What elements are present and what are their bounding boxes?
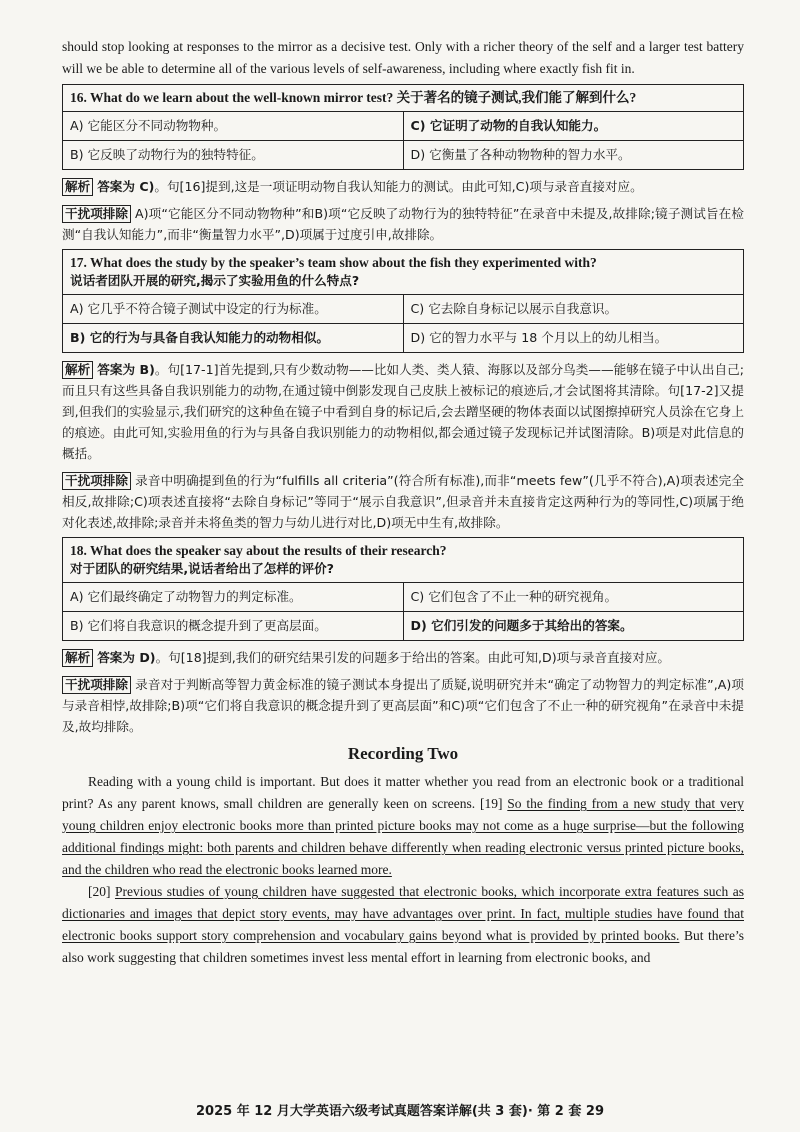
question-18-en: 18. What does the speaker say about the results of their research? (70, 543, 447, 558)
distractor-tag: 干扰项排除 (62, 205, 131, 223)
recording-two-paragraph-1 (62, 771, 744, 881)
question-17-en: 17. What does the study by the speaker’s team show about the fish they experimented with? (70, 255, 597, 270)
q16-option-d: D) 它衡量了各种动物物种的智力水平。 (403, 141, 744, 170)
question-18-zh: 对于团队的研究结果,说话者给出了怎样的评价? (70, 561, 334, 576)
question-17-zh: 说话者团队开展的研究,揭示了实验用鱼的什么特点? (70, 273, 360, 288)
q16-distractor (62, 203, 744, 245)
question-17-stem (63, 250, 744, 295)
distractor-tag: 干扰项排除 (62, 676, 131, 694)
question-18-table (62, 537, 744, 641)
q17-option-a: A) 它几乎不符合镜子测试中设定的行为标准。 (63, 295, 404, 324)
q16-option-a: A) 它能区分不同动物物种。 (63, 112, 404, 141)
question-16-stem: 16. What do we learn about the well-known mirror test? 关于著名的镜子测试,我们能了解到什么? (63, 85, 744, 112)
p1-underlined-text: So the finding from a new study that very young children enjoy electronic books more than printed picture books may not come as a huge surprise—but the following additional findings might: both parents and children behave differently when reading electronic versus printed picture books, and the children who read the electronic books learned more. (62, 796, 744, 877)
p2-underlined-text: Previous studies of young children have suggested that electronic books, which incorporate extra features such as dictionaries and images that depict story events, may have advantages over print. In fact, multiple studies have found that electronic books support story comprehension and vocabulary gains beyond what is provided by printed books. (62, 884, 744, 943)
q18-analysis-text: 。句[18]提到,我们的研究结果引发的问题多于给出的答案。由此可知,D)项与录音直接对应。 (155, 650, 671, 665)
p2-plain-text: But there’s also work suggesting that children sometimes invest less mental effort in learning from electronic books, and (62, 928, 744, 965)
q17-analysis (62, 359, 744, 464)
p1-plain-text: Reading with a young child is important. But does it matter whether you read from an electronic book or a traditional print? As any parent knows, small children are generally keen on screens. [19] (62, 774, 744, 811)
q17-answer: 答案为 B) (97, 362, 155, 377)
q17-distractor-text: 录音中明确提到鱼的行为“fulfills all criteria”(符合所有标准),而非“meets few”(几乎不符合),A)项表述完全相反,故排除;C)项表述直接将“去除自身标记”等同于“展示自我意识”,但录音并未直接肯定这两种行为的等同性,C)项属于绝对化表述,故排除;录音并未将鱼类的智力与幼儿进行对比,D)项无中生有,故排除。 (62, 473, 744, 530)
q18-distractor (62, 674, 744, 737)
q16-option-b: B) 它反映了动物行为的独特特征。 (63, 141, 404, 170)
q18-analysis (62, 647, 744, 668)
q16-analysis-text: 。句[16]提到,这是一项证明动物自我认知能力的测试。由此可知,C)项与录音直接对应。 (154, 179, 643, 194)
q16-analysis (62, 176, 744, 197)
q16-answer: 答案为 C) (97, 179, 155, 194)
q18-option-d: D) 它们引发的问题多于其给出的答案。 (403, 612, 744, 641)
recording-two-title: Recording Two (347, 744, 459, 763)
q17-analysis-text: 。句[17-1]首先提到,只有少数动物——比如人类、类人猿、海豚以及部分鸟类——能够在镜子中认出自己;而且只有这些具备自我识别能力的动物,在通过镜中倒影发现自己皮肤上被标记的痕迹后,才会试图将其清除。句[17-2]又提到,但我们的实验显示,我们研究的这种鱼在镜子中看到自身的标记后,会去蹭坚硬的物体表面以试图擦掉研究人员涂在它身上的痕迹。由此可知,实验用鱼的行为与具备自我识别能力的动物相似,都会通过镜子发现标记并试图清除。B)项是对此信息的概括。 (62, 362, 744, 461)
question-17-table (62, 249, 744, 353)
q17-option-c: C) 它去除自身标记以展示自我意识。 (403, 295, 744, 324)
page-content (62, 36, 744, 969)
q18-distractor-text: 录音对于判断高等智力黄金标准的镜子测试本身提出了质疑,说明研究并未“确定了动物智力的判定标准”,A)项与录音相悖,故排除;B)项“它们将自我意识的概念提升到了更高层面”和C)项“它们包含了不止一种的研究视角”在录音中未提及,故均排除。 (62, 677, 744, 734)
q18-answer: 答案为 D) (97, 650, 156, 665)
recording-two-paragraph-2 (62, 881, 744, 969)
analysis-tag: 解析 (62, 361, 93, 379)
question-16-table (62, 84, 744, 170)
analysis-tag: 解析 (62, 178, 93, 196)
analysis-tag: 解析 (62, 649, 93, 667)
q17-distractor (62, 470, 744, 533)
q16-distractor-text: A)项“它能区分不同动物物种”和B)项“它反映了动物行为的独特特征”在录音中未提及,故排除;镜子测试旨在检测“自我认知能力”,而非“衡量智力水平”,D)项属于过度引申,故排除。 (62, 206, 744, 242)
intro-paragraph: should stop looking at responses to the mirror as a decisive test. Only with a richer theory of the self and a larger test battery will we be able to determine all of the various levels of self-awareness, including where exactly fish fit in. (62, 39, 744, 76)
q18-option-c: C) 它们包含了不止一种的研究视角。 (403, 583, 744, 612)
question-18-stem (63, 538, 744, 583)
q18-option-b: B) 它们将自我意识的概念提升到了更高层面。 (63, 612, 404, 641)
q16-option-c: C) 它证明了动物的自我认知能力。 (403, 112, 744, 141)
distractor-tag: 干扰项排除 (62, 472, 131, 490)
q18-option-a: A) 它们最终确定了动物智力的判定标准。 (63, 583, 404, 612)
page-footer: 2025 年 12 月大学英语六级考试真题答案详解(共 3 套)· 第 2 套 29 (195, 1104, 604, 1119)
q17-option-b: B) 它的行为与具备自我认知能力的动物相似。 (63, 324, 404, 353)
q17-option-d: D) 它的智力水平与 18 个月以上的幼儿相当。 (403, 324, 744, 353)
p2-marker: [20] (88, 884, 115, 899)
